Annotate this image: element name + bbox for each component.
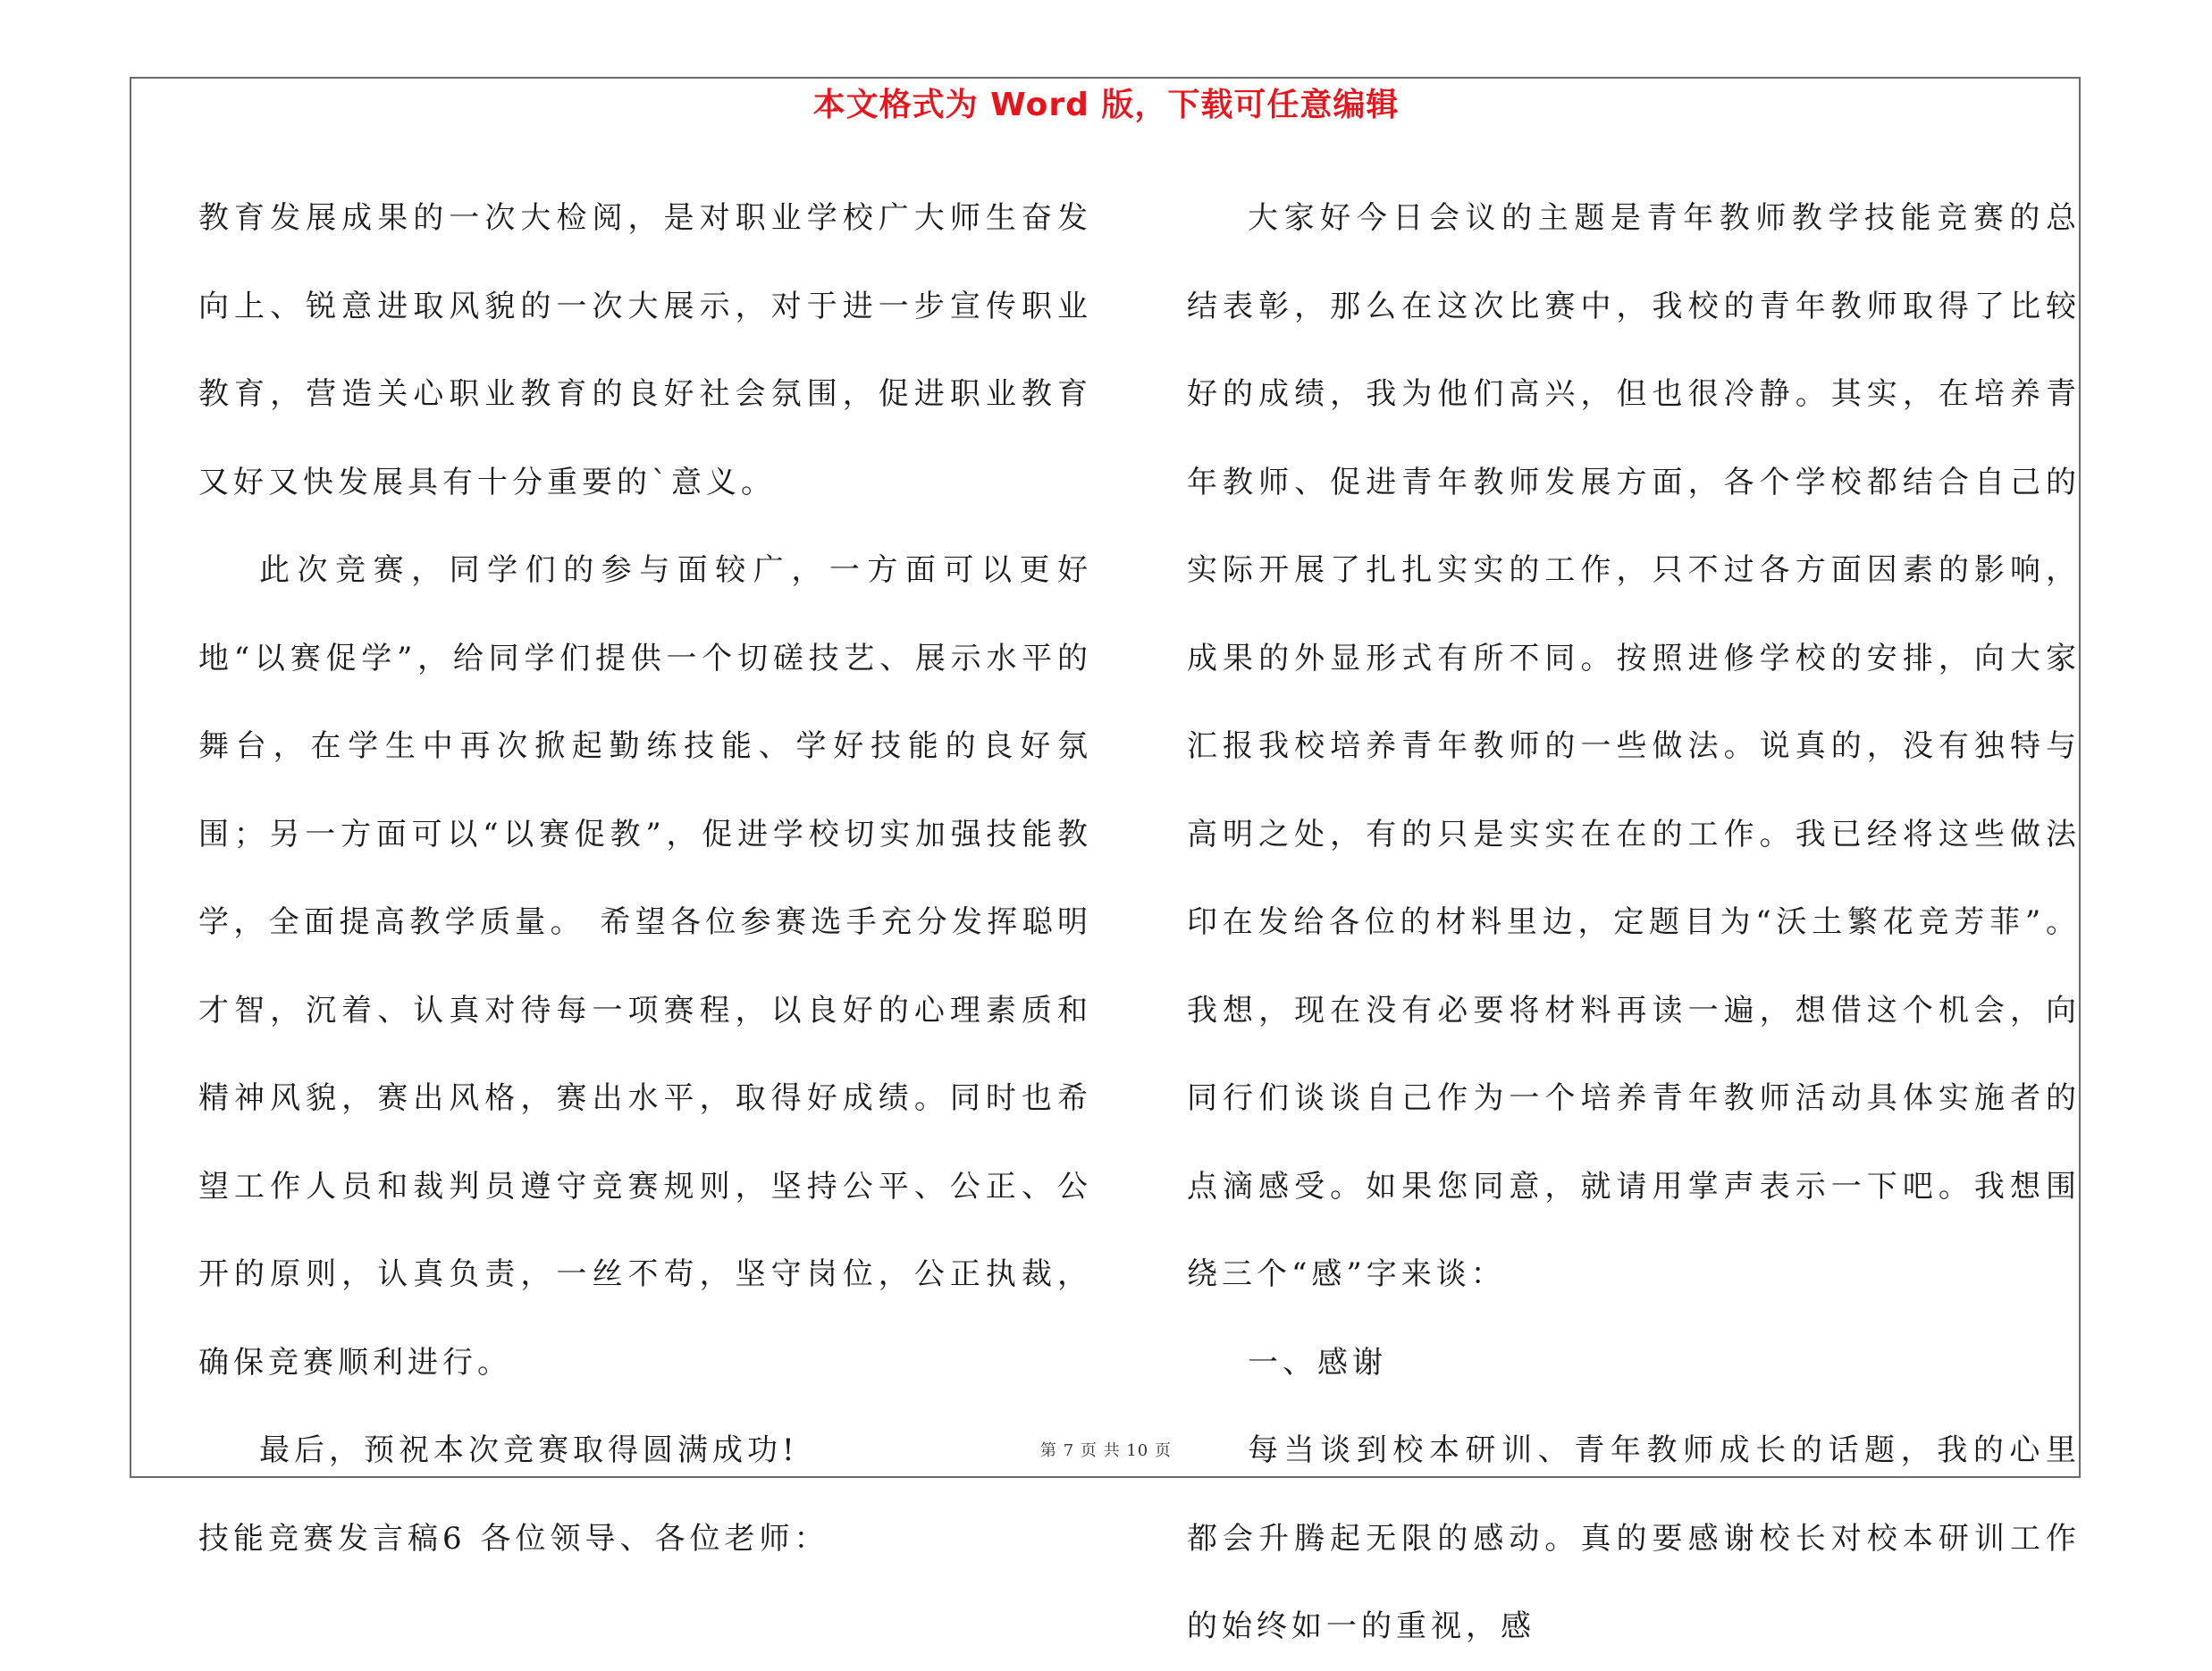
right-paragraph-3: 每当谈到校本研训、青年教师成长的话题，我的心里都会升腾起无限的感动。真的要感谢校长对校本研训工作的始终如一的重视，感 xyxy=(1187,1432,2081,1644)
left-column xyxy=(198,174,1092,1583)
page-number-footer: 第 7 页 共 10 页 xyxy=(1040,1441,1172,1460)
format-banner: 本文格式为 Word 版，下载可任意编辑 xyxy=(812,87,1400,123)
left-paragraph-4: 技能竞赛发言稿6 各位领导、各位老师： xyxy=(198,1520,829,1557)
right-paragraph-2: 一、感谢 xyxy=(1248,1344,1387,1381)
left-paragraph-2: 此次竞赛，同学们的参与面较广，一方面可以更好地“以赛促学”，给同学们提供一个切磋技艺、展示水平的舞台，在学生中再次掀起勤练技能、学好技能的良好氛围；另一方面可以“以赛促教”，促进学校切实加强技能教学，全面提高教学质量。 希望各位参赛选手充分发挥聪明才智，沉着、认真对待每一项赛程，以良好的心理素质和精神风貌，赛出风格，赛出水平，取得好成绩。同时也希望工作人员和裁判员遵守竞赛规则，坚持公平、公正、公开的原则，认真负责，一丝不苟，坚守岗位，公正执裁，确保竞赛顺利进行。 xyxy=(198,552,1092,1381)
right-paragraph-1: 大家好今日会议的主题是青年教师教学技能竞赛的总结表彰，那么在这次比赛中，我校的青年教师取得了比较好的成绩，我为他们高兴，但也很冷静。其实，在培养青年教师、促进青年教师发展方面，各个学校都结合自己的实际开展了扎扎实实的工作，只不过各方面因素的影响，成果的外显形式有所不同。按照进修学校的安排，向大家汇报我校培养青年教师的一些做法。说真的，没有独特与高明之处，有的只是实实在在的工作。我已经将这些做法印在发给各位的材料里边，定题目为“沃土繁花竞芳菲”。我想，现在没有必要将材料再读一遍，想借这个机会，向同行们谈谈自己作为一个培养青年教师活动具体实施者的点滴感受。如果您同意，就请用掌声表示一下吧。我想围绕三个“感”字来谈： xyxy=(1187,200,2081,1292)
left-paragraph-3: 最后，预祝本次竞赛取得圆满成功! xyxy=(259,1432,799,1468)
left-paragraph-1: 教育发展成果的一次大检阅，是对职业学校广大师生奋发向上、锐意进取风貌的一次大展示，对于进一步宣传职业教育，营造关心职业教育的良好社会氛围，促进职业教育又好又快发展具有十分重要的`意义。 xyxy=(198,200,1092,500)
